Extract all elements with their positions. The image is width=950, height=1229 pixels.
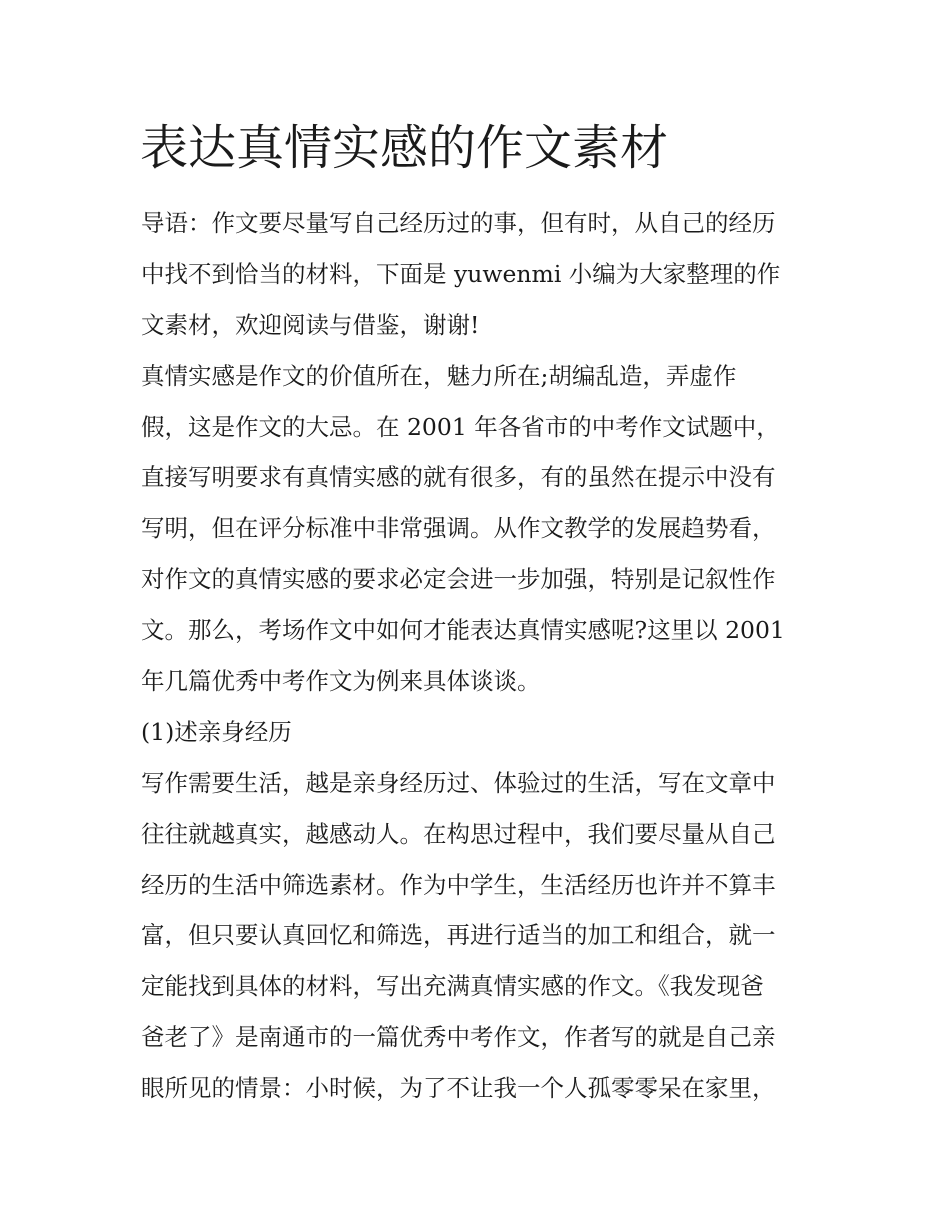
text-line-para1-2: 假，这是作文的大忌。在 2001 年各省市的中考作文试题中， — [141, 412, 780, 441]
text-line-para2-7: 眼所见的情景：小时候，为了不让我一个人孤零零呆在家里， — [141, 1074, 776, 1103]
text-line-para2-4: 富，但只要认真回忆和筛选，再进行适当的加工和组合，就一 — [141, 921, 776, 950]
text-line-para2-3: 经历的生活中筛选素材。作为中学生，生活经历也许并不算丰 — [141, 870, 776, 899]
text-line-para1-7: 年几篇优秀中考作文为例来具体谈谈。 — [141, 667, 541, 696]
text-line-para1-6: 文。那么，考场作文中如何才能表达真情实感呢?这里以 2001 — [141, 616, 785, 645]
text-line-para2-2: 往往就越真实，越感动人。在构思过程中，我们要尽量从自己 — [141, 819, 776, 848]
document-title: 表达真情实感的作文素材 — [140, 120, 669, 176]
text-line-para1-4: 写明，但在评分标准中非常强调。从作文教学的发展趋势看， — [141, 514, 776, 543]
text-line-para1-1: 真情实感是作文的价值所在，魅力所在;胡编乱造，弄虚作 — [141, 361, 737, 390]
text-line-para1-5: 对作文的真情实感的要求必定会进一步加强，特别是记叙性作 — [141, 565, 776, 594]
text-line-intro-1: 导语：作文要尽量写自己经历过的事，但有时，从自己的经历 — [141, 209, 776, 237]
text-line-para1-3: 直接写明要求有真情实感的就有很多，有的虽然在提示中没有 — [141, 463, 776, 492]
text-line-para2-6: 爸老了》是南通市的一篇优秀中考作文，作者写的就是自己亲 — [141, 1023, 776, 1052]
text-line-para2-1: 写作需要生活，越是亲身经历过、体验过的生活，写在文章中 — [141, 768, 776, 797]
text-line-intro-2: 中找不到恰当的材料，下面是 yuwenmi 小编为大家整理的作 — [141, 259, 781, 288]
text-line-intro-3: 文素材，欢迎阅读与借鉴，谢谢! — [141, 310, 480, 339]
document-body — [141, 198, 813, 1114]
text-line-para2-5: 定能找到具体的材料，写出充满真情实感的作文。《我发现爸 — [141, 972, 764, 1001]
section-heading: (1)述亲身经历 — [141, 717, 292, 746]
